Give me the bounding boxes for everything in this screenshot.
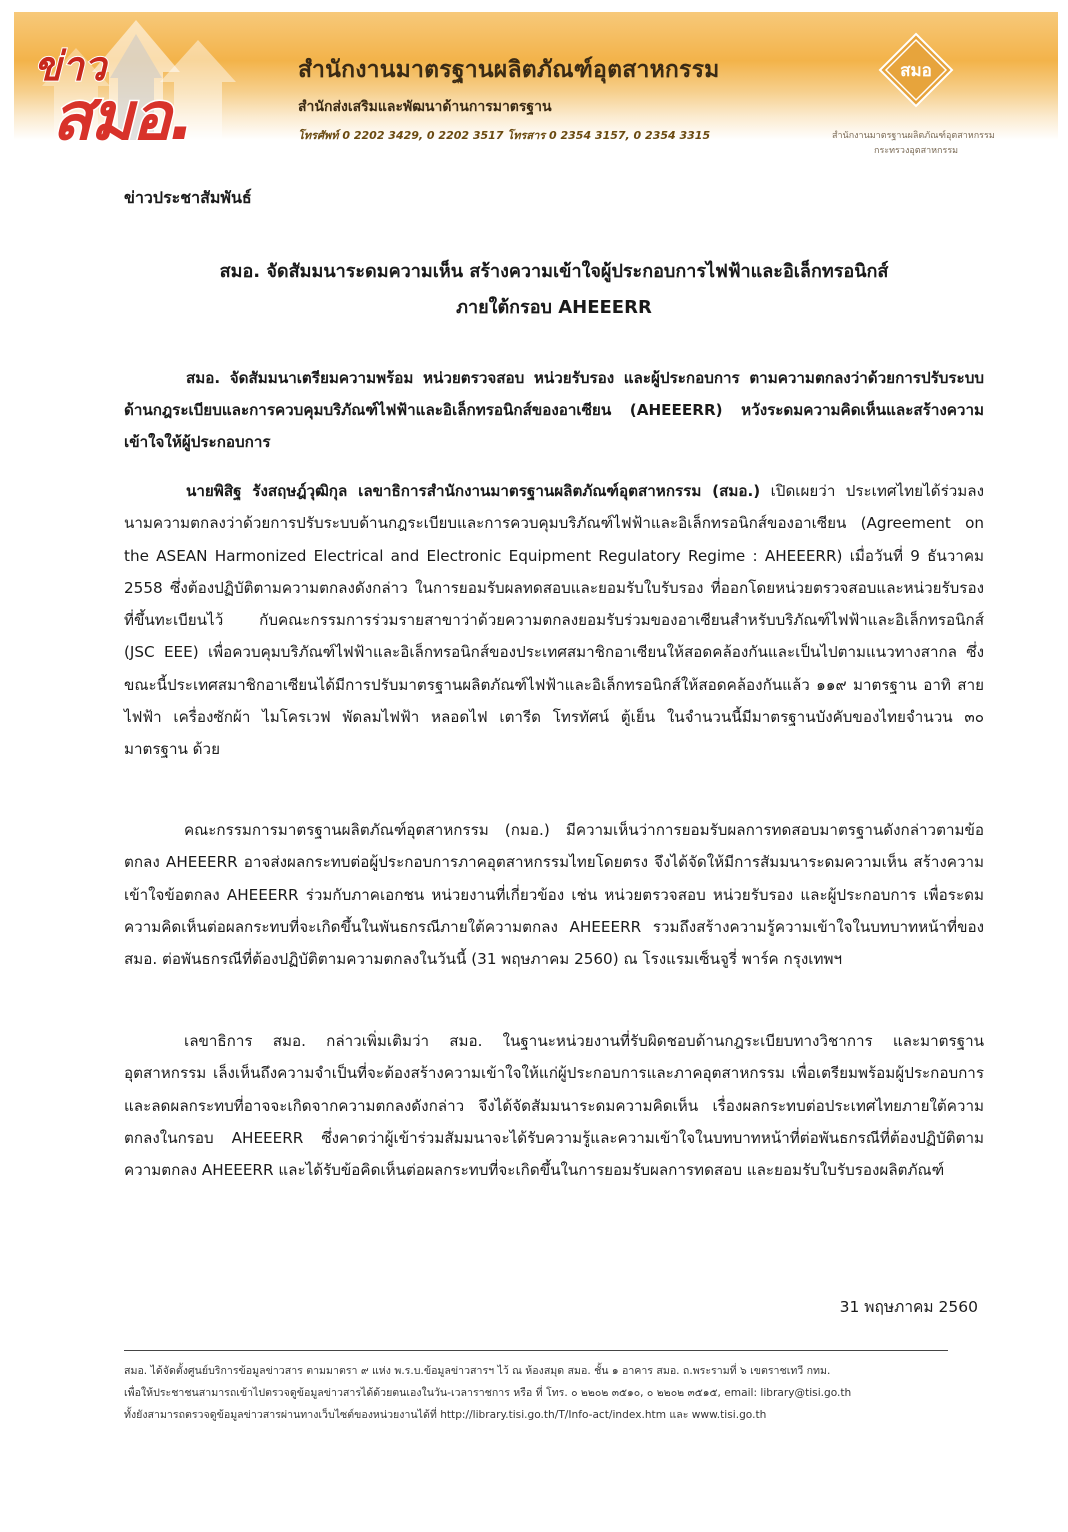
emblem-caption-org: สำนักงานมาตรฐานผลิตภัณฑ์อุตสาหกรรม bbox=[832, 131, 995, 141]
tisi-emblem-icon bbox=[878, 32, 954, 108]
organization-contact: โทรศัพท์ 0 2202 3429, 0 2202 3517 โทรสาร 0 2354 3157, 0 2354 3315 bbox=[298, 129, 711, 142]
headline-line-2: ภายใต้กรอบ AHEEERR bbox=[456, 297, 652, 318]
headline-line-1: สมอ. จัดสัมมนาระดมความเห็น สร้างความเข้าใจผู้ประกอบการไฟฟ้าและอิเล็กทรอนิกส์ bbox=[219, 261, 889, 282]
lead-paragraph bbox=[124, 362, 984, 458]
lead-text: สมอ. จัดสัมมนาเตรียมความพร้อม หน่วยตรวจสอบ หน่วยรับรอง และผู้ประกอบการ ตามความตกลงว่าด้วยการปรับระบบด้านกฎระเบียบและการควบคุมบริภัณฑ์ไฟฟ้าและอิเล็กทรอนิกส์ของอาเซียน (AHEEERR) หวังระดมความคิดเห็นและสร้างความเข้าใจให้ผู้ประกอบการ bbox=[124, 369, 984, 451]
footer-notice bbox=[124, 1360, 964, 1426]
organization-subunit: สำนักส่งเสริมและพัฒนาด้านการมาตรฐาน bbox=[298, 99, 552, 115]
paragraph-3-text: เลขาธิการ สมอ. กล่าวเพิ่มเติมว่า สมอ. ในฐานะหน่วยงานที่รับผิดชอบด้านกฎระเบียบทางวิชาการ และมาตรฐานอุตสาหกรรม เล็งเห็นถึงความจำเป็นที่จะต้องสร้างความเข้าใจให้แก่ผู้ประกอบการและภาคอุตสาหกรรม เพื่อเตรียมพร้อมผู้ประกอบการและลดผลกระทบที่อาจจะเกิดจากความตกลงดังกล่าว จึงได้จัดสัมมนาระดมความคิดเห็น เรื่องผลกระทบต่อประเทศไทยภายใต้ความตกลงในกรอบ AHEEERR ซึ่งคาดว่าผู้เข้าร่วมสัมมนาจะได้รับความรู้และความเข้าใจในบทบาทหน้าที่ต่อพันธกรณีที่ต้องปฏิบัติตามความตกลง AHEEERR และได้รับข้อคิดเห็นต่อผลกระทบที่จะเกิดขึ้นในการยอมรับผลการทดสอบ และยอมรับใบรับรองผลิตภัณฑ์ bbox=[124, 1032, 984, 1180]
footer-line-3: ทั้งยังสามารถตรวจดูข้อมูลข่าวสารผ่านทางเว็บไซต์ของหน่วยงานได้ที่ http://library.tisi.go.th/T/Info-act/index.htm และ www.tisi.go.th bbox=[124, 1409, 767, 1421]
release-date: 31 พฤษภาคม 2560 bbox=[839, 1298, 978, 1316]
footer-line-2: เพื่อให้ประชาชนสามารถเข้าไปตรวจดูข้อมูลข่าวสารได้ด้วยตนเองในวัน-เวลาราชการ หรือ ที่ โทร. ๐ ๒๒๐๒ ๓๕๑๐, ๐ ๒๒๐๒ ๓๕๑๕, email: library@tisi.go.th bbox=[124, 1387, 852, 1399]
speaker-name: นายพิสิฐ รังสฤษฎ์วุฒิกุล เลขาธิการสำนักงานมาตรฐานผลิตภัณฑ์อุตสาหกรรม (สมอ.) bbox=[186, 482, 761, 500]
document-type: ข่าวประชาสัมพันธ์ bbox=[124, 188, 252, 207]
headline bbox=[124, 254, 984, 326]
body-paragraph-1 bbox=[124, 475, 984, 766]
footer-divider bbox=[124, 1350, 948, 1351]
news-logo bbox=[32, 34, 262, 155]
paragraph-2-text: คณะกรรมการมาตรฐานผลิตภัณฑ์อุตสาหกรรม (กมอ.) มีความเห็นว่าการยอมรับผลการทดสอบมาตรฐานดังกล่าวตามข้อตกลง AHEEERR อาจส่งผลกระทบต่อผู้ประกอบการภาคอุตสาหกรรมไทยโดยตรง จึงได้จัดให้มีการสัมมนาระดมความเห็น สร้างความเข้าใจข้อตกลง AHEEERR ร่วมกับภาคเอกชน หน่วยงานที่เกี่ยวข้อง เช่น หน่วยตรวจสอบ หน่วยรับรอง และผู้ประกอบการ เพื่อระดมความคิดเห็นต่อผลกระทบที่จะเกิดขึ้นในพันธกรณีภายใต้ความตกลง AHEEERR รวมถึงสร้างความรู้ความเข้าใจในบทบาทหน้าที่ของ สมอ. ต่อพันธกรณีที่ต้องปฏิบัติตามความตกลงในวันนี้ (31 พฤษภาคม 2560) ณ โรงแรมเซ็นจูรี่ พาร์ค กรุงเทพฯ bbox=[124, 821, 984, 969]
emblem-caption-ministry: กระทรวงอุตสาหกรรม bbox=[874, 146, 959, 156]
letterhead-banner bbox=[14, 12, 1058, 156]
body-paragraph-3 bbox=[124, 1025, 984, 1186]
emblem-label: สมอ bbox=[900, 61, 932, 81]
logo-kao-text: ข่าว bbox=[34, 44, 107, 90]
footer-line-1: สมอ. ได้จัดตั้งศูนย์บริการข้อมูลข่าวสาร ตามมาตรา ๙ แห่ง พ.ร.บ.ข้อมูลข่าวสารฯ ไว้ ณ ห้องสมุด สมอ. ชั้น ๑ อาคาร สมอ. ถ.พระรามที่ ๖ เขตราชเทวี กทม. bbox=[124, 1365, 831, 1377]
body-paragraph-2 bbox=[124, 814, 984, 975]
paragraph-1-text: เปิดเผยว่า ประเทศไทยได้ร่วมลงนามความตกลงว่าด้วยการปรับระบบด้านกฎระเบียบและการควบคุมบริภัณฑ์ไฟฟ้าและอิเล็กทรอนิกส์ของอาเซียน (Agreement on the ASEAN Harmonized Electrical and Electronic Equipment Regulatory Regime : AHEEERR) เมื่อวันที่ 9 ธันวาคม 2558 ซึ่งต้องปฏิบัติตามความตกลงดังกล่าว ในการยอมรับผลทดสอบและยอมรับใบรับรอง ที่ออกโดยหน่วยตรวจสอบและหน่วยรับรองที่ขึ้นทะเบียนไว้ กับคณะกรรมการร่วมรายสาขาว่าด้วยความตกลงยอมรับร่วมของอาเซียนสำหรับบริภัณฑ์ไฟฟ้าและอิเล็กทรอนิกส์ (JSC EEE) เพื่อควบคุมบริภัณฑ์ไฟฟ้าและอิเล็กทรอนิกส์ของประเทศสมาชิกอาเซียนให้สอดคล้องกันและเป็นไปตามแนวทางสากล ซึ่งขณะนี้ประเทศสมาชิกอาเซียนได้มีการปรับมาตรฐานผลิตภัณฑ์ไฟฟ้าและอิเล็กทรอนิกส์ให้สอดคล้องกันแล้ว ๑๑๙ มาตรฐาน อาทิ สายไฟฟ้า เครื่องซักผ้า ไมโครเวฟ พัดลมไฟฟ้า หลอดไฟ เตารีด โทรทัศน์ ตู้เย็น ในจำนวนนี้มีมาตรฐานบังคับของไทยจำนวน ๓๐ มาตรฐาน ด้วย bbox=[124, 482, 984, 759]
organization-name: สำนักงานมาตรฐานผลิตภัณฑ์อุตสาหกรรม bbox=[298, 57, 720, 83]
logo-tisi-text: สมอ. bbox=[52, 78, 193, 155]
